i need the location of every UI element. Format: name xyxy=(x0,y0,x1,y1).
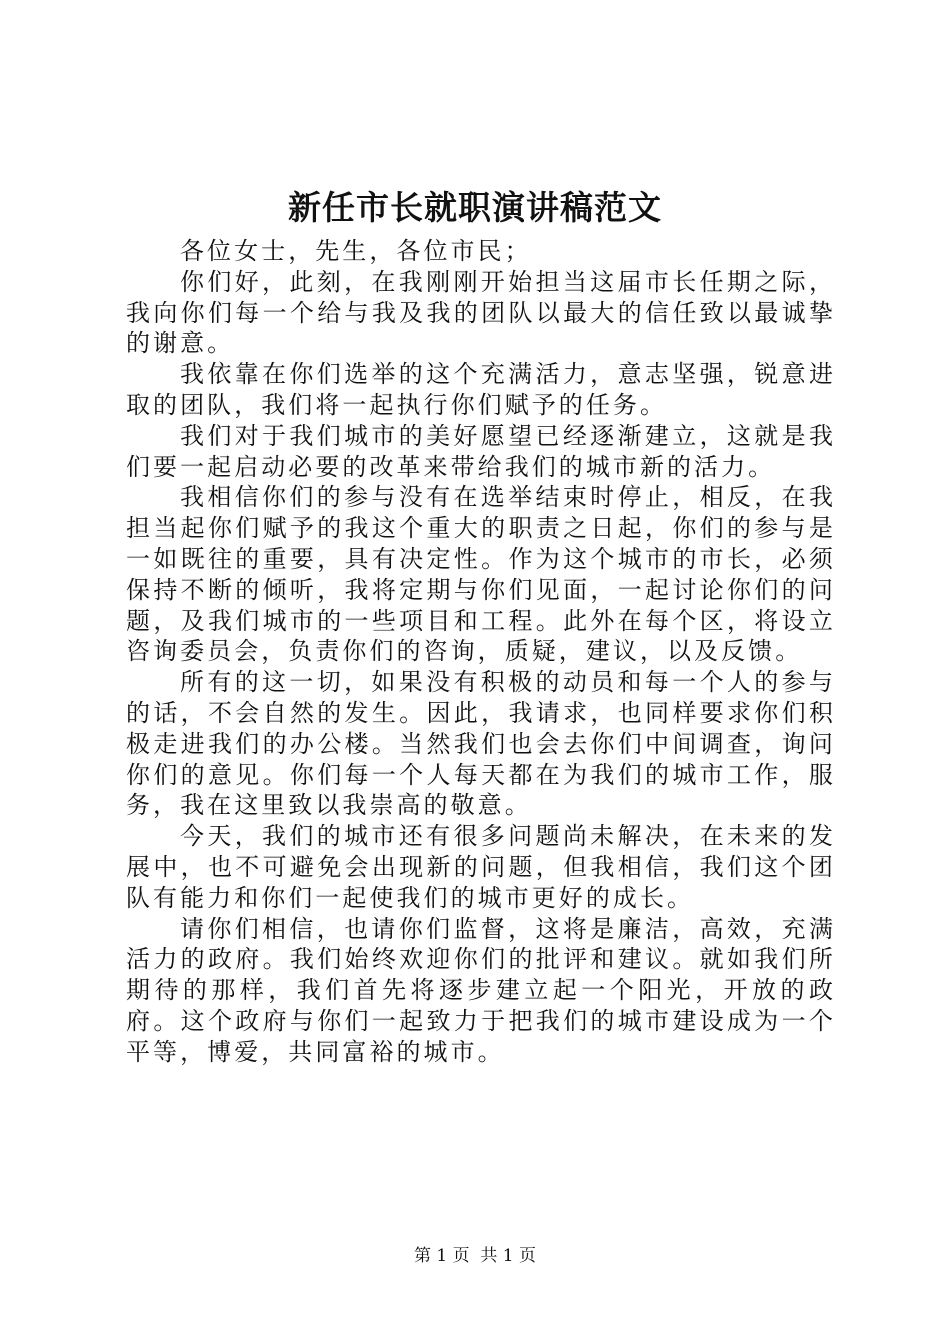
paragraph-salutation: 各位女士，先生，各位市民； xyxy=(180,237,532,265)
paragraph: 我相信你们的参与没有在选举结束时停止，相反，在我担当起你们赋予的我这个重大的职责之日起，你们的参与是一如既往的重要，具有决定性。作为这个城市的市长，必须保持不断的倾听，我将定期与你们见面，一起讨论你们的问题，及我们城市的一些项目和工程。此外在每个区，将设立咨询委员会，负责你们的咨询，质疑，建议，以及反馈。 xyxy=(126,483,836,666)
paragraph: 我依靠在你们选举的这个充满活力，意志坚强，锐意进取的团队，我们将一起执行你们赋予的任务。 xyxy=(126,360,836,419)
page-total: 共 1 页 xyxy=(480,1246,537,1266)
page-number: 第 1 页 xyxy=(413,1246,470,1266)
paragraph: 今天，我们的城市还有很多问题尚未解决，在未来的发展中，也不可避免会出现新的问题，但我相信，我们这个团队有能力和你们一起使我们的城市更好的成长。 xyxy=(126,822,836,912)
paragraph: 我们对于我们城市的美好愿望已经逐渐建立，这就是我们要一起启动必要的改革来带给我们的城市新的活力。 xyxy=(126,421,836,481)
paragraph: 请你们相信，也请你们监督，这将是廉洁，高效，充满活力的政府。我们始终欢迎你们的批评和建议。就如我们所期待的那样，我们首先将逐步建立起一个阳光，开放的政府。这个政府与你们一起致力于把我们的城市建设成为一个平等，博爱，共同富裕的城市。 xyxy=(126,914,836,1066)
document-body xyxy=(126,236,836,1068)
page-footer xyxy=(0,1245,950,1267)
paragraph: 你们好，此刻，在我刚刚开始担当这届市长任期之际，我向你们每一个给与我及我的团队以最大的信任致以最诚挚的谢意。 xyxy=(126,267,836,358)
document-title: 新任市长就职演讲稿范文 xyxy=(288,188,662,227)
paragraph: 所有的这一切，如果没有积极的动员和每一个人的参与的话，不会自然的发生。因此，我请求，也同样要求你们积极走进我们的办公楼。当然我们也会去你们中间调查，询问你们的意见。你们每一个人每天都在为我们的城市工作，服务，我在这里致以我崇高的敬意。 xyxy=(126,668,836,820)
